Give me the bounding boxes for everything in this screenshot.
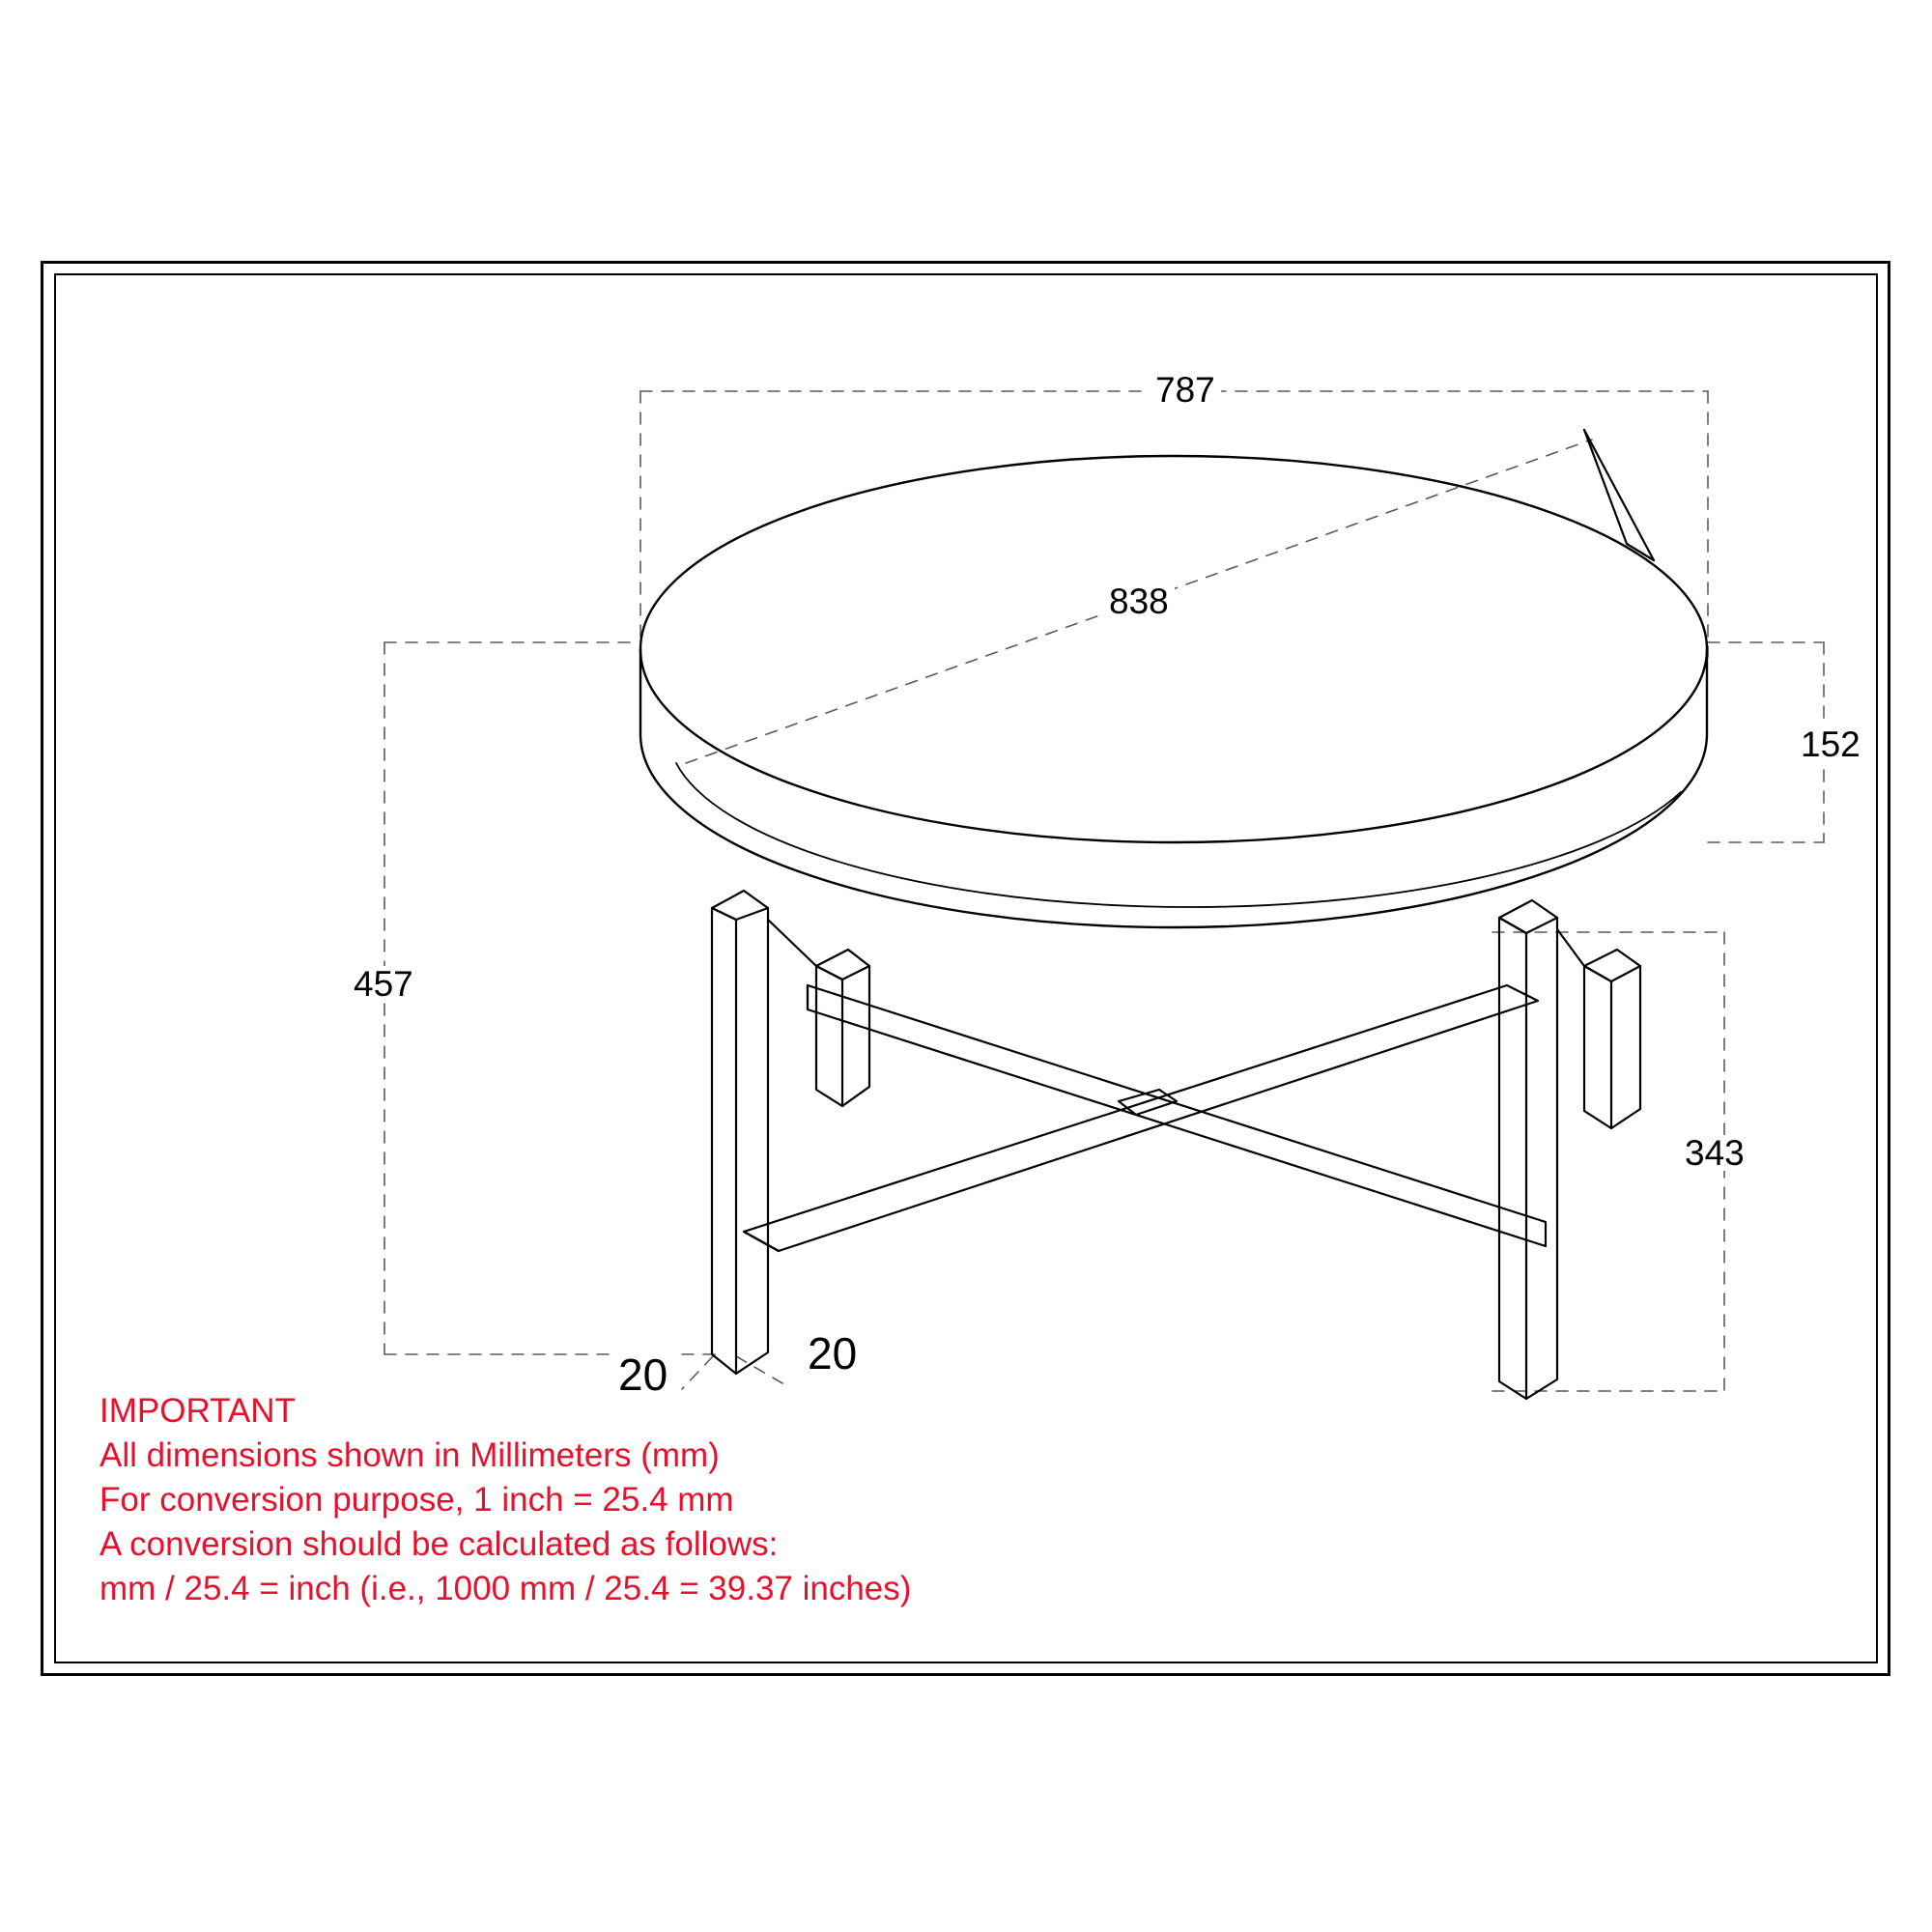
notes-line-1: All dimensions shown in Millimeters (mm) <box>99 1436 720 1474</box>
dimension-leg-thickness-left: 20 <box>612 1352 673 1397</box>
notes-line-4: mm / 25.4 = inch (i.e., 1000 mm / 25.4 = 39.37 inches) <box>99 1570 912 1607</box>
notes-heading: IMPORTANT <box>99 1392 296 1430</box>
dimension-leg-thickness-right: 20 <box>802 1331 863 1376</box>
dimension-top-diagonal: 838 <box>1103 583 1175 619</box>
dimension-base-spread: 343 <box>1679 1135 1750 1171</box>
dimension-overall-height: 457 <box>348 966 419 1002</box>
important-notes <box>99 1389 911 1611</box>
dimension-top-thickness: 152 <box>1795 726 1866 762</box>
notes-line-3: A conversion should be calculated as follows: <box>99 1525 779 1563</box>
notes-line-2: For conversion purpose, 1 inch = 25.4 mm <box>99 1481 734 1519</box>
dimension-top-width: 787 <box>1150 372 1221 408</box>
